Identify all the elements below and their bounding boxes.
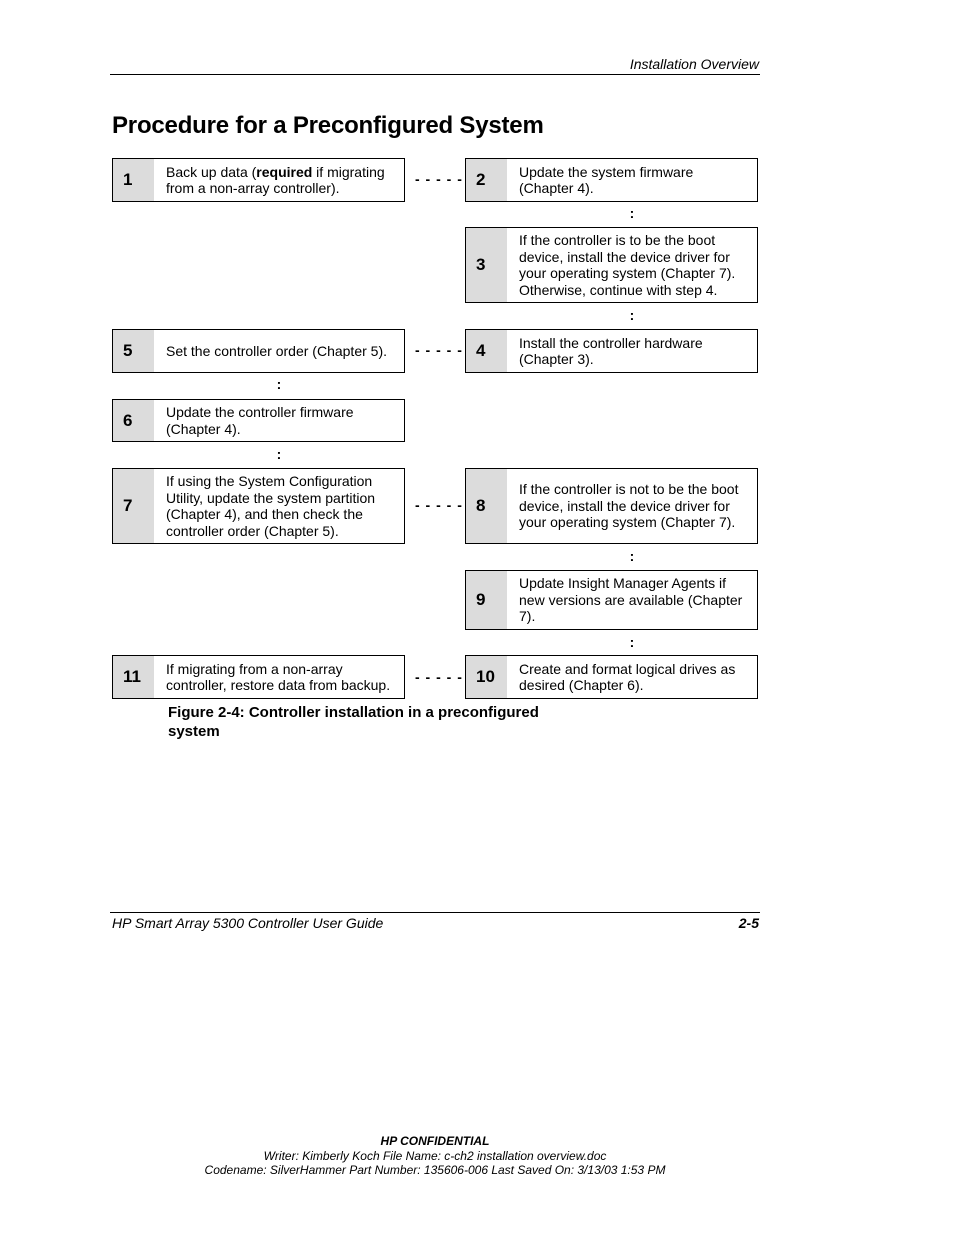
step-6-box bbox=[112, 399, 405, 442]
header-rule bbox=[110, 74, 760, 75]
confidential-title: HP CONFIDENTIAL bbox=[380, 1134, 490, 1148]
confidential-block bbox=[0, 1134, 870, 1178]
step-5-box bbox=[112, 329, 405, 373]
step-text: If using the System Configuration Utility, update the system partition (Chapter 4), and then check the controller order (Chapter 5). bbox=[166, 473, 376, 539]
step-text: If migrating from a non-array controller, restore data from backup. bbox=[166, 660, 391, 693]
step-text: If the controller is to be the boot device, install the device driver for your operating system (Chapter 7). Otherwise, continue with step 4. bbox=[519, 232, 736, 298]
step-text: Update Insight Manager Agents if new versions are available (Chapter 7). bbox=[519, 575, 743, 625]
step-4-box bbox=[465, 329, 758, 373]
step-2-box bbox=[465, 158, 758, 202]
step-number: 10 bbox=[466, 656, 507, 698]
step-text: Install the controller hardware (Chapter 3). bbox=[519, 334, 703, 367]
step-number: 8 bbox=[466, 469, 507, 543]
step-text: Update the system firmware (Chapter 4). bbox=[519, 163, 694, 196]
footer-page-number: 2-5 bbox=[738, 915, 759, 931]
step-1-box bbox=[112, 158, 405, 202]
confidential-writer-line: Writer: Kimberly Koch File Name: c-ch2 installation overview.doc bbox=[263, 1148, 607, 1163]
step-number: 11 bbox=[113, 656, 154, 698]
connector-5-6: : bbox=[276, 376, 282, 392]
connector-9-10: : bbox=[629, 634, 635, 650]
footer-rule bbox=[110, 912, 760, 913]
step-text: If the controller is not to be the boot device, install the device driver for your operating system (Chapter 7). bbox=[519, 481, 739, 531]
step-number: 4 bbox=[466, 330, 507, 372]
connector-7-8: - - - - - bbox=[415, 497, 463, 513]
step-number: 7 bbox=[113, 469, 154, 543]
step-number: 6 bbox=[113, 400, 154, 441]
connector-11-10: - - - - - bbox=[415, 669, 463, 685]
connector-5-4: - - - - - bbox=[415, 342, 463, 358]
confidential-codename-line: Codename: SilverHammer Part Number: 135606-006 Last Saved On: 3/13/03 1:53 PM bbox=[204, 1163, 666, 1177]
step-8-box bbox=[465, 468, 758, 544]
connector-6-7: : bbox=[276, 446, 282, 462]
step-7-box bbox=[112, 468, 405, 544]
step-11-box bbox=[112, 655, 405, 699]
step-text: Create and format logical drives as desired (Chapter 6). bbox=[519, 660, 736, 693]
connector-1-2: - - - - - bbox=[415, 171, 463, 187]
connector-2-3: : bbox=[629, 205, 635, 221]
figure-caption: Figure 2-4: Controller installation in a preconfigured system bbox=[168, 704, 539, 740]
step-number: 5 bbox=[113, 330, 154, 372]
step-text: Set the controller order (Chapter 5). bbox=[166, 342, 387, 359]
step-text: Update the controller firmware (Chapter 4). bbox=[166, 404, 354, 437]
step-number: 2 bbox=[466, 159, 507, 201]
connector-3-4: : bbox=[629, 307, 635, 323]
step-number: 9 bbox=[466, 571, 507, 629]
page-title: Procedure for a Preconfigured System bbox=[112, 112, 544, 139]
connector-8-9: : bbox=[629, 548, 635, 564]
step-9-box bbox=[465, 570, 758, 630]
footer-guide-title: HP Smart Array 5300 Controller User Guide bbox=[112, 915, 384, 931]
step-text-part: Back up data ( bbox=[166, 163, 257, 180]
step-number: 1 bbox=[113, 159, 154, 201]
step-text bbox=[154, 159, 404, 201]
running-head: Installation Overview bbox=[629, 56, 759, 72]
step-10-box bbox=[465, 655, 758, 699]
step-number: 3 bbox=[466, 228, 507, 302]
step-text-part: if migrating from a non-array controller). bbox=[166, 163, 385, 196]
step-3-box bbox=[465, 227, 758, 303]
step-text-emphasis: required bbox=[256, 163, 313, 180]
